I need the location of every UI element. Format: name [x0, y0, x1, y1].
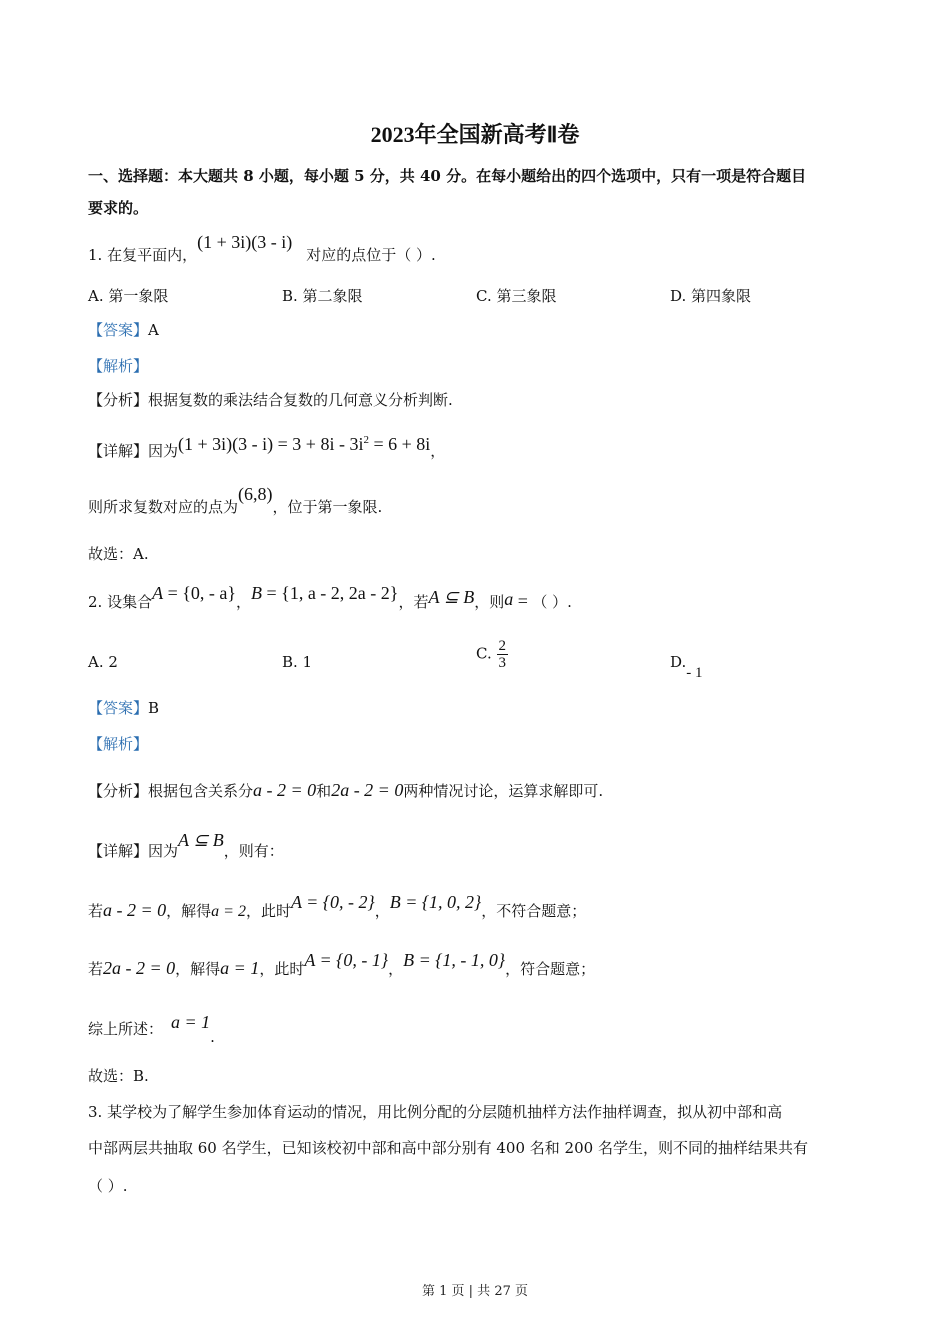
q2-a-var: a — [504, 589, 514, 609]
fenxi-tag: 【分析】 — [88, 391, 149, 409]
q2-set-a-var: A — [152, 583, 164, 603]
q2-case1-solve: ，解得 — [166, 902, 212, 920]
q2-fenxi-expr1: a - 2 = 0 — [253, 780, 317, 800]
q2-set-b-var: B — [251, 583, 263, 603]
q2-set-b: = {1, a - 2, 2a - 2} — [262, 583, 399, 603]
q2-case1-then: ，此时 — [245, 902, 291, 920]
q2-option-c — [476, 638, 508, 671]
fraction-denominator: 3 — [498, 655, 506, 671]
q2-then: ，则 — [474, 593, 505, 611]
q2-summary-suffix: . — [210, 1028, 215, 1046]
q2-detail-expression: A ⊆ B — [178, 830, 224, 850]
q2-option-d-label: D. — [670, 653, 687, 671]
q2-choose: 故选：B. — [88, 1067, 149, 1085]
q1-choose: 故选：A. — [88, 545, 149, 563]
section-heading-line2: 要求的。 — [88, 199, 149, 217]
q2-cond-prefix: ，若 — [398, 593, 429, 611]
page-footer: 第 1 页 | 共 27 页 — [422, 1284, 528, 1299]
page-title: 2023年全国新高考Ⅱ卷 — [370, 122, 580, 147]
answer-tag: 【答案】 — [88, 321, 149, 339]
q1-option-a: A. 第一象限 — [88, 287, 169, 305]
q1-point-expression: (6,8) — [238, 484, 273, 504]
q2-case2-prefix: 若 — [88, 960, 104, 978]
q2-case1-set-b: B = {1, 0, 2} — [389, 892, 482, 912]
detail-tag: 【详解】 — [88, 842, 149, 860]
q3-line1: 3. 某学校为了解学生参加体育运动的情况，用比例分配的分层随机抽样方法作抽样调查，拟从初中部和高 — [88, 1103, 783, 1121]
q2-case1 — [88, 892, 587, 922]
q1-point — [88, 484, 383, 517]
q2-detail-prefix: 因为 — [148, 842, 179, 860]
q2-answer — [88, 698, 159, 718]
detail-tag: 【详解】 — [88, 442, 149, 460]
q2-case2-expr: 2a - 2 = 0 — [103, 958, 176, 978]
q2-answer-value: B — [148, 699, 160, 717]
q2-case2-comma: ， — [388, 960, 404, 978]
q1-fenxi-text: 根据复数的乘法结合复数的几何意义分析判断. — [148, 391, 453, 409]
q1-prefix: 1. 在复平面内， — [88, 246, 198, 264]
q1-answer — [88, 320, 159, 340]
q2-prefix: 2. 设集合 — [88, 593, 153, 611]
section-heading-line1: 一、选择题：本大题共 8 小题，每小题 5 分，共 40 分。在每小题给出的四个选项中，只有一项是符合题目 — [88, 167, 807, 185]
q1-detail-prefix: 因为 — [148, 442, 179, 460]
q2-case1-comma: ， — [374, 902, 390, 920]
q2-condition: A ⊆ B — [428, 587, 475, 607]
q1-expression: (1 + 3i)(3 - i) — [197, 232, 293, 252]
answer-tag: 【答案】 — [88, 699, 149, 717]
q1-detail-expression: (1 + 3i)(3 - i) = 3 + 8i - 3i — [178, 434, 364, 454]
q1-detail-suffix: ， — [430, 442, 446, 460]
q2-eq: = — [513, 591, 533, 611]
q2-summary-prefix: 综上所述： — [88, 1020, 164, 1038]
q2-case1-set-a: A = {0, - 2} — [290, 892, 375, 912]
q2-case2-solve: ，解得 — [175, 960, 221, 978]
q2-fenxi-and: 和 — [316, 782, 332, 800]
q2-case2-a: a = 1 — [220, 958, 260, 978]
q2-option-d — [670, 652, 703, 681]
q2-case1-a: a = 2 — [211, 903, 246, 920]
q1-answer-value: A — [148, 321, 159, 339]
q2-set-a: = {0, - a} — [163, 583, 237, 603]
q1-suffix: 对应的点位于（ ）. — [306, 246, 436, 264]
q1-detail — [88, 436, 445, 461]
fenxi-tag: 【分析】 — [88, 782, 149, 800]
q2-suffix: （ ）. — [532, 593, 572, 611]
q2-fenxi-suffix: 两种情况讨论，运算求解即可. — [403, 782, 604, 800]
q2-case2-suffix: ，符合题意； — [505, 960, 596, 978]
q2-fenxi-expr2: 2a - 2 = 0 — [331, 780, 404, 800]
q2-option-a: A. 2 — [88, 653, 118, 671]
q2-comma: ， — [236, 593, 252, 611]
q2-summary — [88, 1012, 215, 1046]
q3-line2: 中部两层共抽取 60 名学生，已知该校初中部和高中部分别有 400 名和 200 名学生，则不同的抽样结果共有 — [88, 1139, 808, 1157]
q2-case1-prefix: 若 — [88, 902, 104, 920]
q2-option-c-fraction — [497, 638, 509, 671]
q2-case1-suffix: ，不符合题意； — [481, 902, 587, 920]
q2-case2-set-b: B = {1, - 1, 0} — [403, 950, 506, 970]
q2-option-d-value: - 1 — [686, 665, 703, 681]
q2-case2-then: ，此时 — [259, 960, 305, 978]
q2-stem — [88, 583, 572, 612]
q1-option-d: D. 第四象限 — [670, 287, 752, 305]
fraction-numerator: 2 — [498, 638, 506, 654]
q1-point-suffix: ，位于第一象限. — [272, 498, 383, 516]
q1-point-prefix: 则所求复数对应的点为 — [88, 498, 239, 516]
q1-detail-exponent: 2 — [363, 434, 369, 446]
q2-option-c-label: C. — [476, 644, 492, 663]
q1-stem — [88, 232, 436, 265]
q3-line3: （ ）. — [88, 1177, 128, 1195]
q2-case1-expr: a - 2 = 0 — [103, 900, 167, 920]
q2-option-b: B. 1 — [282, 653, 313, 671]
q2-summary-expression: a = 1 — [171, 1012, 211, 1032]
q2-analysis-tag: 【解析】 — [88, 735, 149, 753]
q2-detail-suffix: ，则有： — [223, 842, 284, 860]
q1-fenxi — [88, 390, 453, 410]
q2-fenxi-prefix: 根据包含关系分 — [148, 782, 254, 800]
q2-fenxi — [88, 780, 603, 801]
q2-detail — [88, 830, 284, 861]
q1-option-c: C. 第三象限 — [476, 287, 557, 305]
q2-case2 — [88, 950, 596, 979]
q1-analysis-tag: 【解析】 — [88, 357, 149, 375]
q1-option-b: B. 第二象限 — [282, 287, 363, 305]
q1-detail-expression-2: = 6 + 8i — [368, 434, 431, 454]
q2-case2-set-a: A = {0, - 1} — [304, 950, 389, 970]
